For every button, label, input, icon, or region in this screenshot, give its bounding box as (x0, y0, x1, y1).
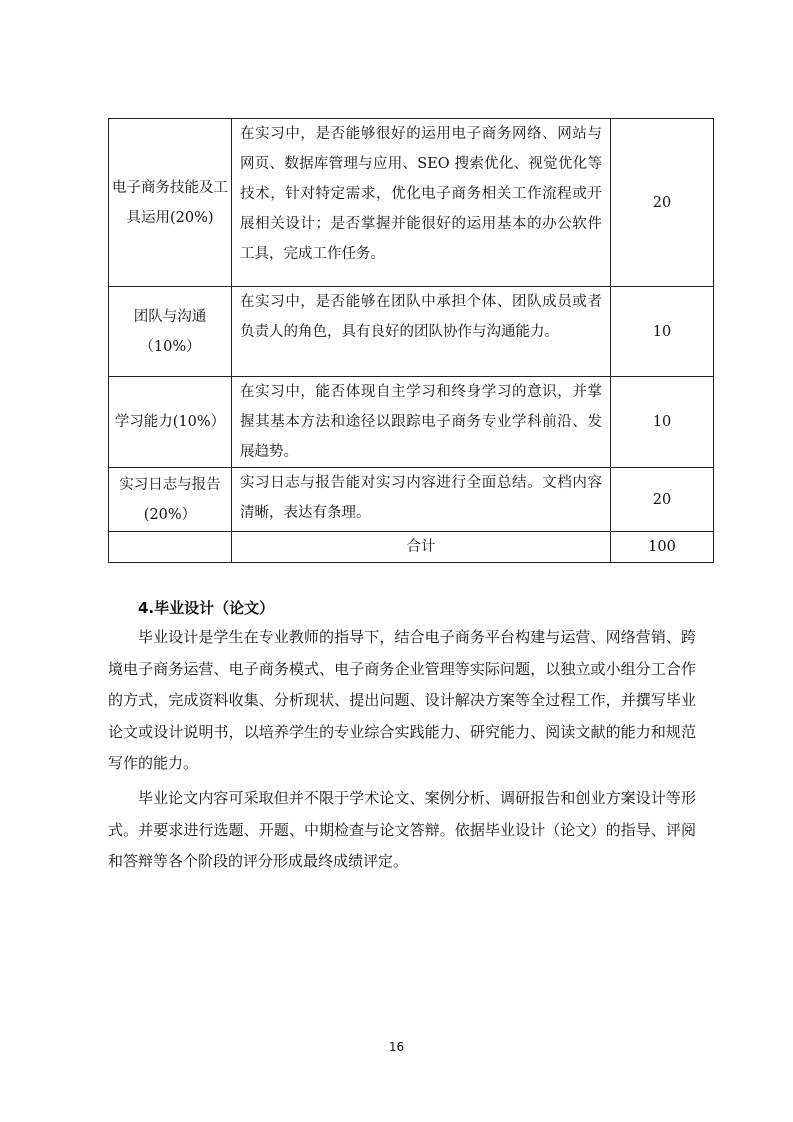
criteria-cell: 在实习中，是否能够很好的运用电子商务网络、网站与网页、数据库管理与应用、SEO 搜索优化、视觉优化等技术，针对特定需求，优化电子商务相关工作流程或开展相关设计；是否掌握并能很好的运用基本的办公软件工具，完成工作任务。 (232, 119, 611, 287)
total-row (109, 532, 714, 563)
paragraph: 毕业论文内容可采取但并不限于学术论文、案例分析、调研报告和创业方案设计等形式。并要求进行选题、开题、中期检查与论文答辩。依据毕业设计（论文）的指导、评阅和答辩等各个阶段的评分形成最终成绩评定。 (108, 789, 696, 870)
table-row (109, 287, 714, 377)
criteria-cell: 在实习中，是否能够在团队中承担个体、团队成员或者负责人的角色，具有良好的团队协作与沟通能力。 (232, 287, 611, 377)
total-label: 合计 (232, 532, 611, 563)
score-cell (611, 287, 714, 377)
paragraph: 毕业设计是学生在专业教师的指导下，结合电子商务平台构建与运营、网络营销、跨境电子商务运营、电子商务模式、电子商务企业管理等实际问题，以独立或小组分工合作的方式，完成资料收集、分析现状、提出问题、设计解决方案等全过程工作，并撰写毕业论文或设计说明书，以培养学生的专业综合实践能力、研究能力、阅读文献的能力和规范写作的能力。 (108, 628, 696, 772)
total-score: 100 (611, 532, 714, 563)
score-cell (611, 119, 714, 287)
category-cell: 学习能力(10%） (109, 377, 232, 468)
table-row (109, 377, 714, 468)
evaluation-table (108, 118, 714, 563)
category-cell: 电子商务技能及工具运用(20%) (109, 119, 232, 287)
score-cell (611, 468, 714, 532)
criteria-cell: 实习日志与报告能对实习内容进行全面总结。文档内容清晰，表达有条理。 (232, 468, 611, 532)
table-row (109, 468, 714, 532)
empty-cell (109, 532, 232, 563)
score-value: 20 (652, 194, 672, 211)
category-cell: 团队与沟通（10%） (109, 287, 232, 377)
criteria-cell: 在实习中，能否体现自主学习和终身学习的意识，并掌握其基本方法和途径以跟踪电子商务专业学科前沿、发展趋势。 (232, 377, 611, 468)
category-cell: 实习日志与报告(20%） (109, 468, 232, 532)
score-value: 20 (652, 491, 672, 508)
score-value: 10 (652, 414, 672, 430)
score-cell (611, 377, 714, 468)
table-row (109, 119, 714, 287)
score-value: 10 (652, 323, 672, 340)
section-heading: 4.毕业设计（论文） (138, 599, 275, 617)
page-number: 16 (388, 1040, 405, 1054)
